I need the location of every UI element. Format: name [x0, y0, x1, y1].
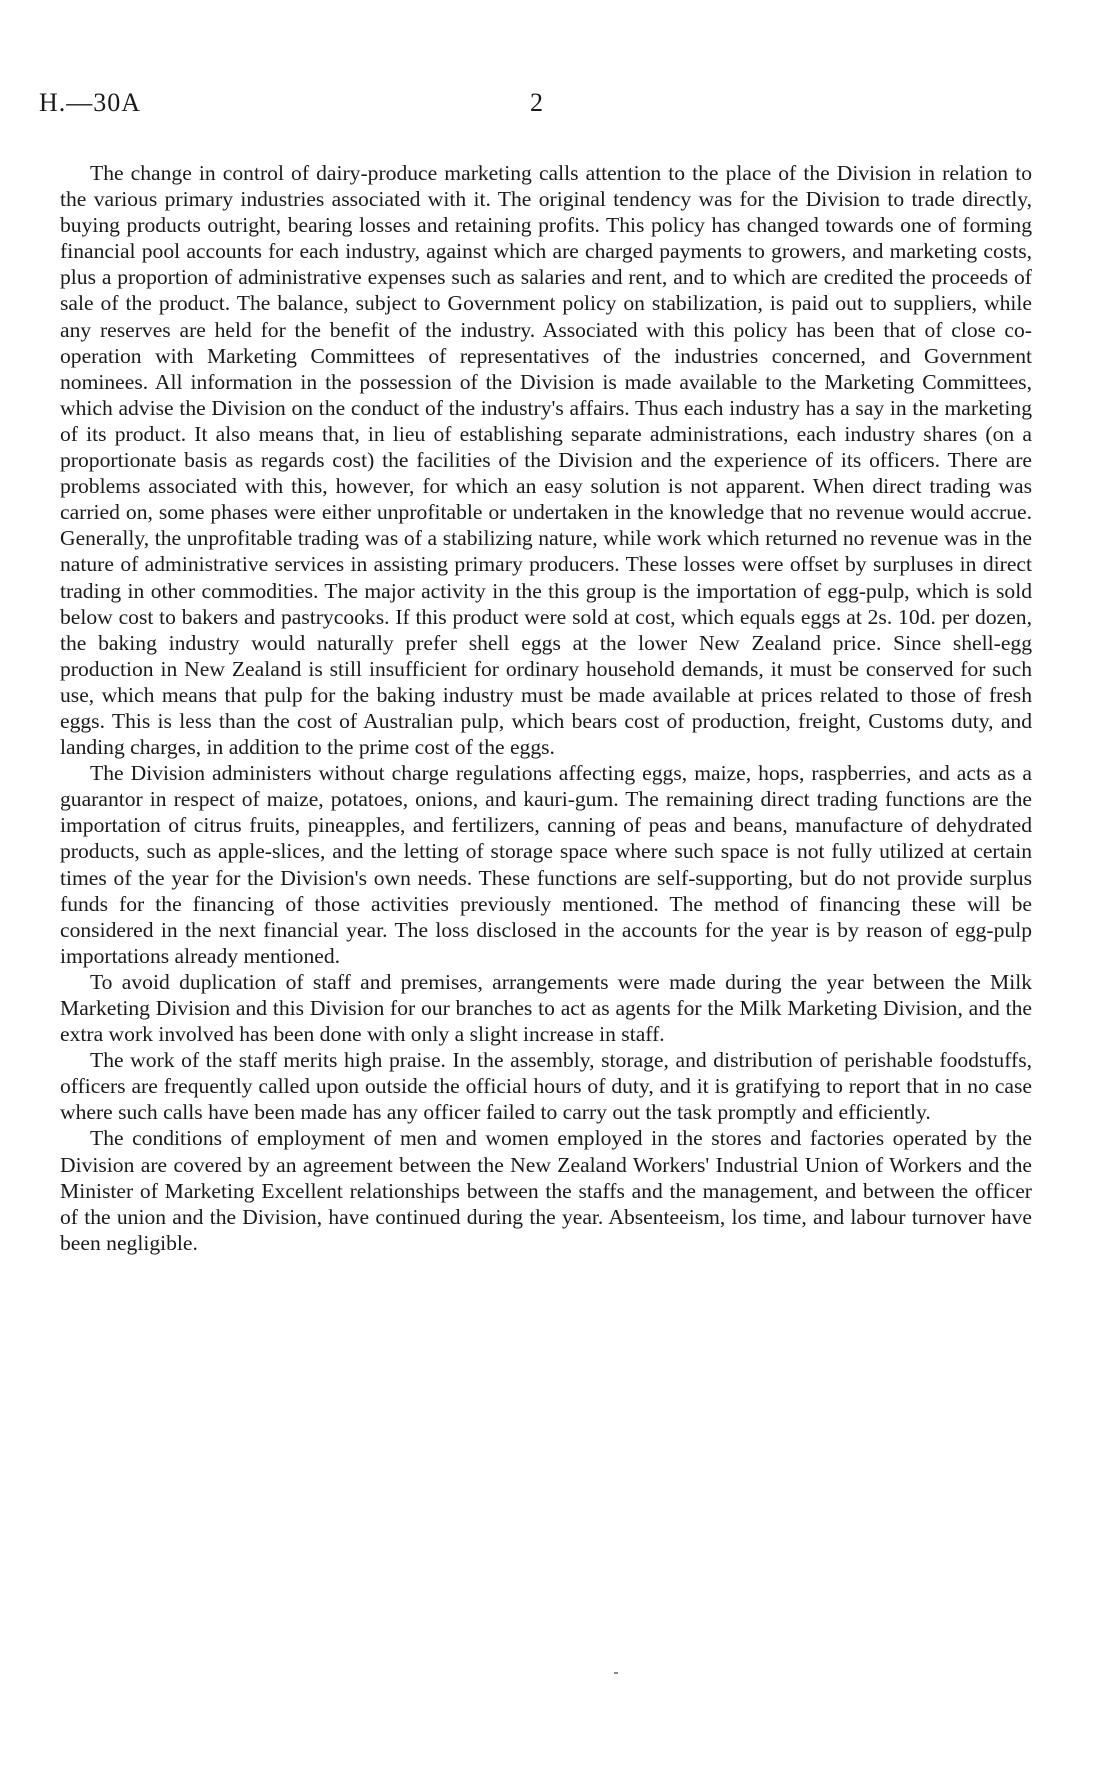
- scan-mark: [614, 1672, 618, 1674]
- paragraph-employment-conditions: The conditions of employment of men and women employed in the stores and factories operated by the Division are covered by an agreement between the New Zealand Workers' Industrial Union of Workers and the Minister of Marketing Excellent relationships between the staffs and the management, and between the officer of the union and the Division, have continued during the year. Absenteeism, los time, and labour turnover have been negligible.: [60, 1126, 1032, 1255]
- document-reference: H.—30A: [39, 88, 142, 117]
- page-number: 2: [530, 88, 543, 117]
- paragraph-division-functions: The Division administers without charge regulations affecting eggs, maize, hops, raspberries, and acts as a guarantor in respect of maize, potatoes, onions, and kauri-gum. The remaining direct trading functions are the importation of citrus fruits, pineapples, and fertilizers, canning of peas and beans, manufacture of dehydrated products, such as apple-slices, and the letting of storage space where such space is not fully utilized at certain times of the year for the Division's own needs. These functions are self-supporting, but do not provide surplus funds for the financing of those activities previously mentioned. The method of financing these will be considered in the next financial year. The loss disclosed in the accounts for the year is by reason of egg-pulp importations already mentioned.: [60, 761, 1032, 968]
- paragraph-marketing-control: The change in control of dairy-produce marketing calls attention to the place of the Division in relation to the various primary industries associated with it. The original tendency was for the Division to trade directly, buying products outright, bearing losses and retaining profits. This policy has changed towards one of forming financial pool accounts for each industry, against which are charged payments to growers, and marketing costs, plus a proportion of administrative expenses such as salaries and rent, and to which are credited the proceeds of sale of the product. The balance, subject to Government policy on stabilization, is paid out to suppliers, while any reserves are held for the benefit of the industry. Associated with this policy has been that of close co-operation with Marketing Committees of representatives of the industries concerned, and Government nominees. All information in the possession of the Division is made available to the Marketing Committees, which advise the Division on the conduct of the industry's affairs. Thus each industry has a say in the marketing of its product. It also means that, in lieu of establishing separate administrations, each industry shares (on a proportionate basis as regards cost) the facilities of the Division and the experience of its officers. There are problems associated with this, however, for which an easy solution is not apparent. When direct trading was carried on, some phases were either unprofitable or undertaken in the knowledge that no revenue would accrue. Generally, the unprofitable trading was of a stabilizing nature, while work which returned no revenue was in the nature of administrative services in assisting primary producers. These losses were offset by surpluses in direct trading in other commodities. The major activity in the this group is the importation of egg-pulp, which is sold below cost to bakers and pastrycooks. If this product were sold at cost, which equals eggs at 2s. 10d. per dozen, the baking industry would naturally prefer shell eggs at the lower New Zealand price. Since shell-egg production in New Zealand is still insufficient for ordinary household demands, it must be conserved for such use, which means that pulp for the baking industry must be made available at prices related to those of fresh eggs. This is less than the cost of Australian pulp, which bears cost of production, freight, Customs duty, and landing charges, in addition to the prime cost of the eggs.: [60, 161, 1032, 760]
- paragraph-staff-arrangements: To avoid duplication of staff and premises, arrangements were made during the year between the Milk Marketing Division and this Division for our branches to act as agents for the Milk Marketing Division, and the extra work involved has been done with only a slight increase in staff.: [60, 969, 1032, 1047]
- paragraph-staff-praise: The work of the staff merits high praise. In the assembly, storage, and distribution of perishable foodstuffs, officers are frequently called upon outside the official hours of duty, and it is gratifying to report that in no case where such calls have been made has any officer failed to carry out the task promptly and efficiently.: [60, 1048, 1032, 1125]
- body-text: [60, 160, 1032, 1256]
- page-header: [39, 88, 1039, 128]
